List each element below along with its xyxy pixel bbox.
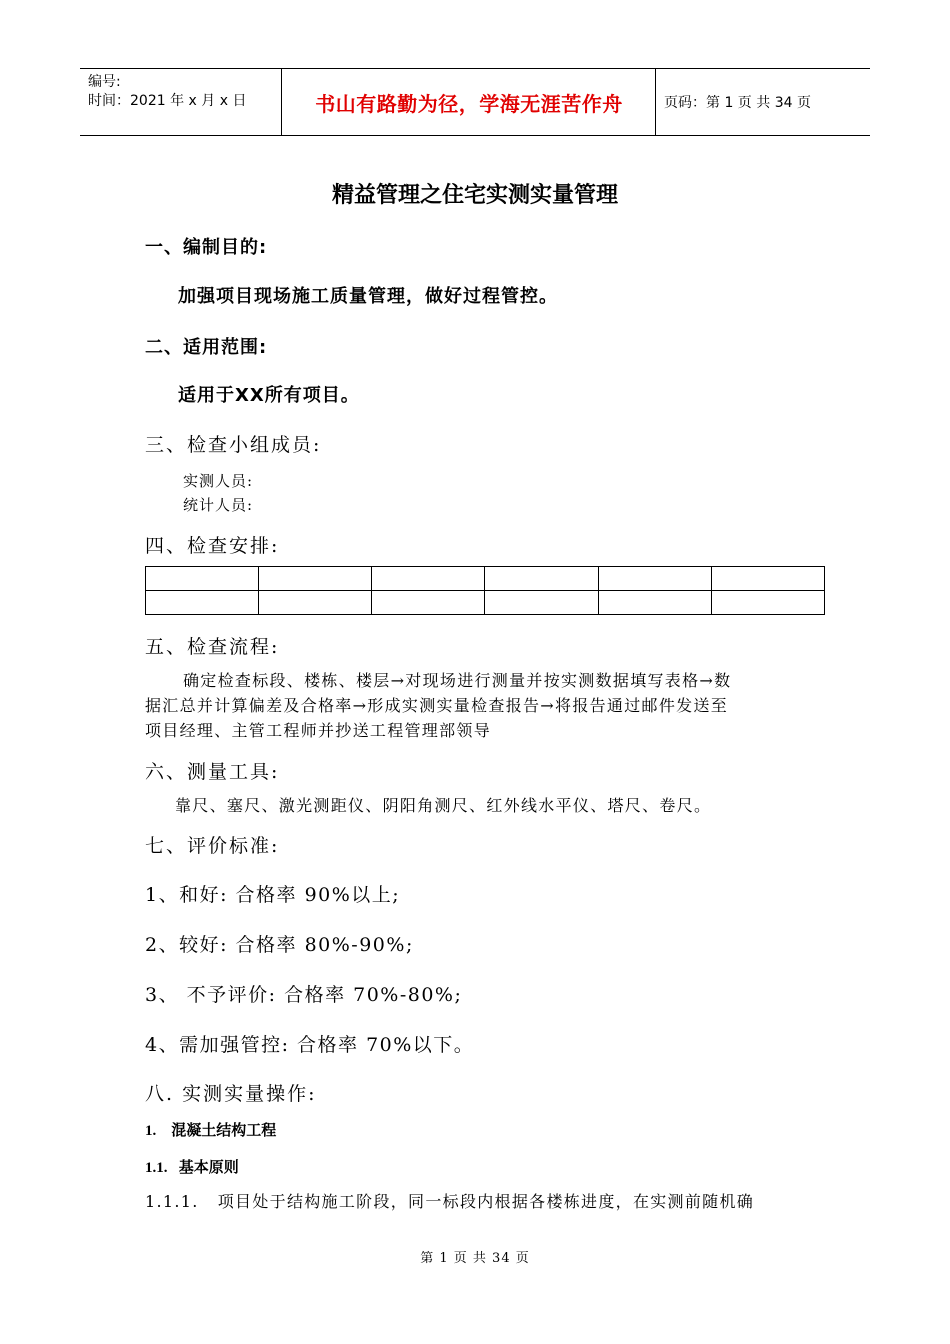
table-cell (485, 591, 598, 615)
table-cell (598, 567, 711, 591)
subsection-heading: 1. 混凝土结构工程 (145, 1123, 277, 1139)
section-7-heading: 七、评价标准: (145, 835, 280, 857)
section-1-text: 加强项目现场施工质量管理，做好过程管控。 (178, 286, 558, 307)
section-6-text: 靠尺、塞尺、激光测距仪、阴阳角测尺、红外线水平仪、塔尺、卷尺。 (175, 796, 712, 815)
table-cell (598, 591, 711, 615)
header-meta (88, 73, 246, 111)
section-4-heading: 四、检查安排: (145, 535, 280, 557)
table-row (146, 567, 825, 591)
table-cell (485, 567, 598, 591)
table-cell (372, 567, 485, 591)
table-cell (372, 591, 485, 615)
section-2-text: 适用于XX所有项目。 (178, 385, 360, 406)
document-title: 精益管理之住宅实测实量管理 (331, 183, 618, 208)
criteria-item: 4、需加强管控: 合格率 70%以下。 (145, 1034, 475, 1056)
section-3-item: 统计人员: (183, 496, 254, 514)
number-label: 编号: (88, 74, 121, 90)
section-3-item: 实测人员: (183, 472, 254, 490)
section-5-text-line: 项目经理、主管工程师并抄送工程管理部领导 (145, 721, 492, 740)
subsection-text: 1.1.1. 项目处于结构施工阶段，同一标段内根据各楼栋进度，在实测前随机确 (145, 1192, 755, 1211)
table-cell (259, 567, 372, 591)
criteria-item: 3、 不予评价: 合格率 70%-80%; (145, 984, 463, 1006)
header-page-info: 页码：第 1 页 共 34 页 (664, 95, 811, 111)
table-cell (711, 591, 824, 615)
table-row (146, 591, 825, 615)
schedule-table (145, 566, 825, 615)
header-divider (655, 69, 656, 135)
table-cell (259, 591, 372, 615)
section-1-heading: 一、编制目的: (145, 237, 268, 258)
time-label: 时间：2021 年 x 月 x 日 (88, 93, 247, 109)
section-2-heading: 二、适用范围: (145, 337, 268, 358)
section-3-heading: 三、检查小组成员: (145, 434, 322, 456)
section-8-heading: 八. 实测实量操作: (145, 1083, 317, 1105)
table-cell (146, 567, 259, 591)
section-5-heading: 五、检查流程: (145, 636, 280, 658)
subsection-heading: 1.1. 基本原则 (145, 1160, 239, 1176)
criteria-item: 1、和好: 合格率 90%以上; (145, 884, 401, 906)
criteria-item: 2、较好: 合格率 80%-90%; (145, 934, 414, 956)
section-5-text-line: 据汇总并计算偏差及合格率→形成实测实量检查报告→将报告通过邮件发送至 (145, 696, 729, 715)
table-cell (711, 567, 824, 591)
section-5-text-line: 确定检查标段、楼栋、楼层→对现场进行测量并按实测数据填写表格→数 (183, 671, 732, 690)
page-footer: 第 1 页 共 34 页 (420, 1251, 530, 1266)
section-6-heading: 六、测量工具: (145, 761, 280, 783)
table-cell (146, 591, 259, 615)
header-motto: 书山有路勤为径，学海无涯苦作舟 (315, 91, 623, 116)
page-header (80, 68, 870, 136)
